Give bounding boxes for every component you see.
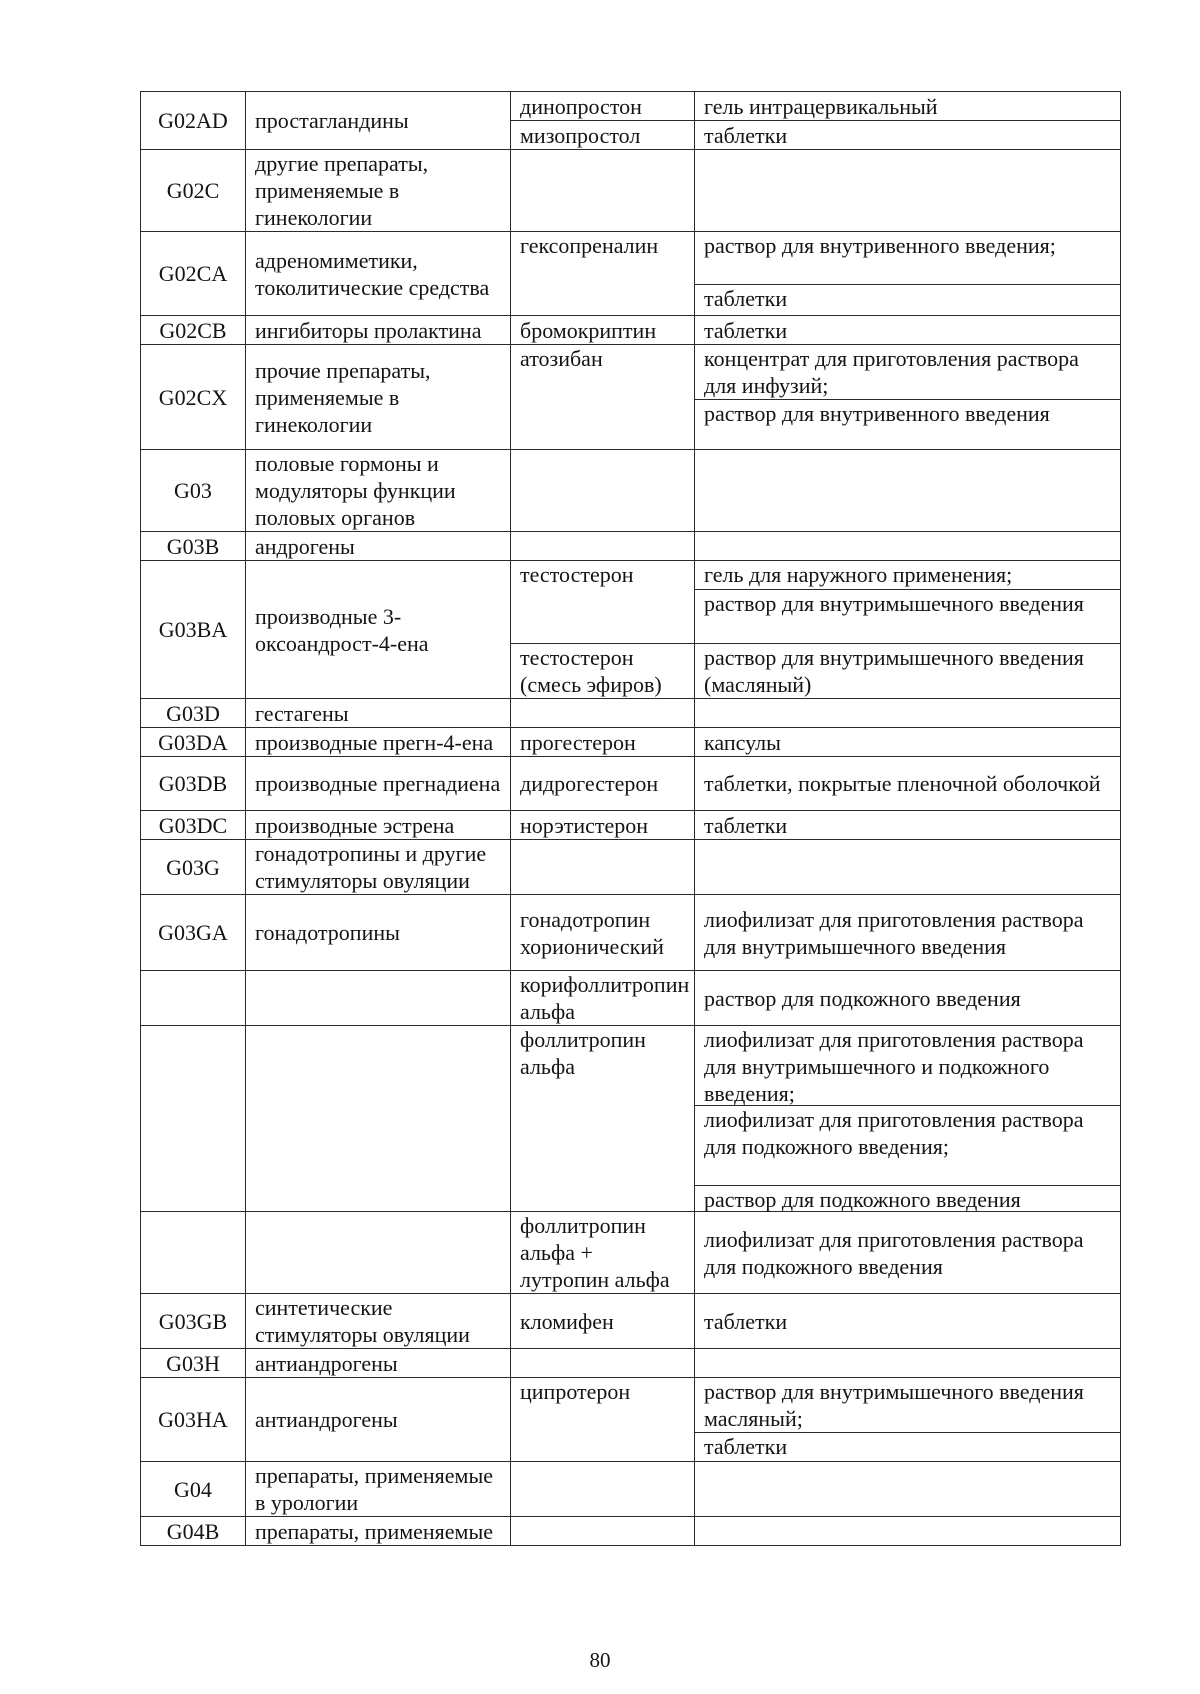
atc-code-cell: G03DC [141,811,246,840]
atc-code-cell: G02CX [141,345,246,450]
dosage-form-cell [695,532,1121,561]
dosage-form-cell: лиофилизат для приготовления раствора для подкожного введения [695,1212,1121,1294]
atc-code-cell: G03HA [141,1378,246,1462]
dosage-form-cell: таблетки [695,121,1121,150]
dosage-form-cell [695,1517,1121,1546]
group-name-cell: андрогены [246,532,511,561]
table-row [141,532,1121,561]
dosage-form-cell: таблетки, покрытые пленочной оболочкой [695,757,1121,811]
group-name-cell: синтетические стимуляторы овуляции [246,1294,511,1349]
drug-name-cell: динопростон [511,92,695,121]
dosage-form-cell: раствор для внутримышечного введения (масляный) [695,644,1121,699]
drug-name-cell: кломифен [511,1294,695,1349]
table-row [141,1462,1121,1517]
dosage-form-item: лиофилизат для приготовления раствора для подкожного введения; [695,1105,1120,1185]
dosage-form-cell [695,561,1121,644]
drug-name-cell [511,450,695,532]
group-name-cell [246,1026,511,1212]
drug-name-cell [511,1462,695,1517]
table-row [141,699,1121,728]
dosage-form-cell: таблетки [695,1294,1121,1349]
drug-name-cell: тестостерон (смесь эфиров) [511,644,695,699]
drug-name-cell [511,840,695,895]
group-name-cell: гонадотропины [246,895,511,971]
table-row [141,971,1121,1026]
dosage-form-item: гель для наружного применения; [704,562,1013,587]
dosage-form-item: раствор для подкожного введения [695,1185,1120,1211]
group-name-cell: простагландины [246,92,511,150]
dosage-form-item: раствор для внутримышечного введения масляный; [704,1379,1084,1431]
group-name-cell: препараты, применяемые в урологии [246,1462,511,1517]
dosage-form-cell [695,232,1121,316]
table-row [141,150,1121,232]
dosage-form-item: раствор для внутримышечного введения [695,589,1120,643]
dosage-form-cell [695,1026,1121,1212]
dosage-form-cell [695,345,1121,450]
group-name-cell: гонадотропины и другие стимуляторы овуляции [246,840,511,895]
atc-code-cell: G03D [141,699,246,728]
dosage-form-cell [695,1462,1121,1517]
atc-code-cell: G03B [141,532,246,561]
dosage-form-cell: раствор для подкожного введения [695,971,1121,1026]
atc-code-cell: G03DB [141,757,246,811]
drug-name-cell [511,699,695,728]
atc-code-cell: G03G [141,840,246,895]
drug-name-cell: мизопростол [511,121,695,150]
dosage-form-cell [695,1349,1121,1378]
atc-code-cell: G03DA [141,728,246,757]
table-row [141,316,1121,345]
drug-name-cell: тестостерон [511,561,695,644]
table-row [141,728,1121,757]
drug-name-cell [511,1349,695,1378]
drug-classification-table [140,91,1121,1546]
table-row [141,92,1121,121]
drug-name-cell [511,532,695,561]
table-row [141,1517,1121,1546]
atc-code-cell: G03GA [141,895,246,971]
group-name-cell: ингибиторы пролактина [246,316,511,345]
table-row [141,1378,1121,1462]
group-name-cell: другие препараты, применяемые в гинекологии [246,150,511,232]
group-name-cell [246,971,511,1026]
atc-code-cell: G03BA [141,561,246,699]
atc-code-cell: G02CA [141,232,246,316]
atc-code-cell: G02C [141,150,246,232]
table-row [141,345,1121,450]
group-name-cell: антиандрогены [246,1378,511,1462]
table-row [141,450,1121,532]
dosage-form-cell [695,450,1121,532]
dosage-form-cell [695,699,1121,728]
dosage-form-item: концентрат для приготовления раствора для инфузий; [704,346,1079,398]
group-name-cell [246,1212,511,1294]
group-name-cell: производные 3-оксоандрост-4-ена [246,561,511,699]
dosage-form-item: раствор для внутривенного введения; [704,233,1056,258]
dosage-form-cell [695,840,1121,895]
drug-name-cell: гексопреналин [511,232,695,316]
drug-name-cell: корифоллитропин альфа [511,971,695,1026]
group-name-cell: половые гормоны и модуляторы функции половых органов [246,450,511,532]
dosage-form-cell: капсулы [695,728,1121,757]
group-name-cell: препараты, применяемые [246,1517,511,1546]
group-name-cell: адреномиметики, токолитические средства [246,232,511,316]
drug-name-cell: дидрогестерон [511,757,695,811]
table-row [141,232,1121,316]
drug-name-cell: атозибан [511,345,695,450]
table-row [141,1294,1121,1349]
drug-name-cell: ципротерон [511,1378,695,1462]
group-name-cell: прочие препараты, применяемые в гинекологии [246,345,511,450]
group-name-cell: производные эстрена [246,811,511,840]
atc-code-cell [141,1212,246,1294]
table-row [141,561,1121,644]
dosage-form-item: лиофилизат для приготовления раствора для внутримышечного и подкожного введения; [704,1027,1084,1106]
table-row [141,757,1121,811]
drug-name-cell: фоллитропин альфа + лутропин альфа [511,1212,695,1294]
dosage-form-item: раствор для внутривенного введения [695,399,1120,449]
dosage-form-item: таблетки [695,284,1120,313]
drug-name-cell [511,1517,695,1546]
atc-code-cell [141,1026,246,1212]
page-number: 80 [589,1648,611,1672]
drug-name-cell: фоллитропин альфа [511,1026,695,1212]
dosage-form-cell: лиофилизат для приготовления раствора для внутримышечного введения [695,895,1121,971]
dosage-form-cell [695,1378,1121,1462]
atc-code-cell: G02AD [141,92,246,150]
dosage-form-cell: таблетки [695,316,1121,345]
dosage-form-cell: таблетки [695,811,1121,840]
drug-name-cell: прогестерон [511,728,695,757]
atc-code-cell: G04 [141,1462,246,1517]
atc-code-cell: G04B [141,1517,246,1546]
drug-name-cell: норэтистерон [511,811,695,840]
drug-name-cell: гонадотропин хорионический [511,895,695,971]
table-row [141,1349,1121,1378]
dosage-form-cell [695,150,1121,232]
atc-code-cell: G03H [141,1349,246,1378]
group-name-cell: антиандрогены [246,1349,511,1378]
drug-name-cell [511,150,695,232]
table-row [141,811,1121,840]
dosage-form-item: таблетки [695,1432,1120,1461]
atc-code-cell: G02CB [141,316,246,345]
atc-code-cell [141,971,246,1026]
table-row [141,895,1121,971]
table-row [141,1212,1121,1294]
table-row [141,1026,1121,1212]
group-name-cell: производные прегнадиена [246,757,511,811]
dosage-form-cell: гель интрацервикальный [695,92,1121,121]
atc-code-cell: G03GB [141,1294,246,1349]
group-name-cell: производные прегн-4-ена [246,728,511,757]
drug-name-cell: бромокриптин [511,316,695,345]
table-row [141,840,1121,895]
atc-code-cell: G03 [141,450,246,532]
group-name-cell: гестагены [246,699,511,728]
